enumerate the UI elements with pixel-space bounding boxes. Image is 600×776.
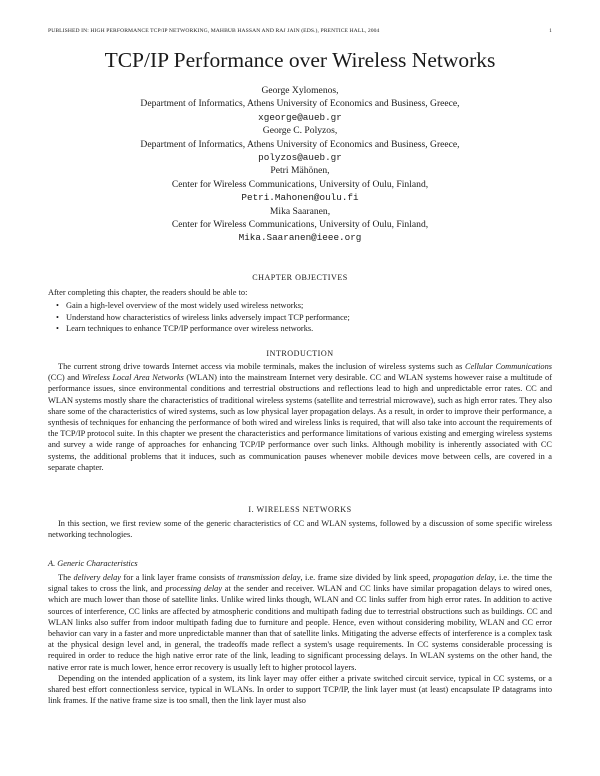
- objectives-intro: After completing this chapter, the readers should be able to:: [48, 288, 248, 297]
- bullet-icon: •: [56, 324, 59, 334]
- subsection-body: [48, 572, 552, 706]
- paragraph: Depending on the intended application of a system, its link layer may offer either a private switched circuit service, typical in CC systems, or a shared best effort connectionless service, typical in WLANs. In order to support TCP/IP, the link layer must (at least) encapsulate IP datagrams into link frames. If the native frame size is too small, then the link layer must also: [48, 673, 552, 706]
- author-name: Petri Mähönen,: [270, 165, 330, 177]
- running-header: [48, 28, 552, 38]
- section-body: [48, 518, 552, 540]
- author-affiliation: Center for Wireless Communications, University of Oulu, Finland,: [171, 219, 429, 231]
- objectives-heading: CHAPTER OBJECTIVES: [252, 273, 348, 282]
- objectives-list: [56, 300, 350, 335]
- author-block: [0, 84, 600, 245]
- author-name: George C. Polyzos,: [262, 125, 338, 137]
- page-number: 1: [549, 28, 552, 34]
- running-head: PUBLISHED IN: HIGH PERFORMANCE TCP/IP NETWORKING, MAHBUB HASSAN AND RAJ JAIN (EDS.), PRENTICE HALL, 2004: [48, 28, 380, 34]
- author-email: xgeorge@aueb.gr: [258, 111, 342, 123]
- author-email: Petri.Mahonen@oulu.fi: [241, 192, 359, 204]
- introduction-heading: INTRODUCTION: [266, 349, 334, 358]
- paragraph: The delivery delay for a link layer frame consists of transmission delay, i.e. frame size divided by link speed, propagation delay, i.e. the time the signal takes to cross the link, and processing delay at the sender and receiver. WLAN and CC links have similar propagation delays to wired ones, which are much lower than those of satellite links. Unlike wired links though, WLAN and CC links suffer from high error rates. In addition to active sources of interference, CC links are affected by atmospheric conditions and multipath fading due to terrestrial obstructions such as buildings. CC and WLAN links also suffer from indoor multipath fading due to furniture and people. Hence, even without considering mobility, WLAN and CC error behavior can vary in a faster and more unpredictable manner than that of satellite links. Mitigating the adverse effects of interference is a complex task at the physical design level and, in general, the tradeoffs made reflect a system's usage requirements. In CC systems considerable processing is required in order to reduce the high native error rate of the link, leading to significant processing delays. In WLAN systems on the other hand, the native error rate is much lower, hence error recovery is usually left to higher protocol layers.: [48, 573, 553, 672]
- subsection-heading: A. Generic Characteristics: [48, 559, 138, 568]
- bullet-icon: •: [56, 312, 59, 322]
- list-item: • Learn techniques to enhance TCP/IP performance over wireless networks.: [56, 324, 314, 334]
- author-email: Mika.Saaranen@ieee.org: [238, 232, 362, 244]
- author-affiliation: Department of Informatics, Athens University of Economics and Business, Greece,: [140, 98, 460, 110]
- paragraph: In this section, we first review some of the generic characteristics of CC and WLAN systems, followed by a discussion of some specific wireless networking technologies.: [48, 519, 552, 540]
- author-affiliation: Center for Wireless Communications, University of Oulu, Finland,: [171, 178, 429, 190]
- section-heading: I. WIRELESS NETWORKS: [248, 505, 352, 514]
- paragraph: The current strong drive towards Internet access via mobile terminals, makes the inclusion of wireless systems such as Cellular Communications (CC) and Wireless Local Area Networks (WLAN) into the mainstream Internet very desirable. CC and WLAN systems however raise a multitude of performance issues, since environmental conditions and terrestrial obstructions and reflections lead to high and unpredictable error rates. CC and WLAN systems mostly share the characteristics of traditional wireless systems (satellite and terrestrial microwave), such as high error rates. They also share some of the characteristics of wired systems, such as low physical layer propagation delays. As a result, in order to improve their performance, a synthesis of techniques for enhancing the performance of both wired and wireless links is required, that will also take into account the requirements of the TCP/IP protocol suite. In this chapter we present the characteristics and performance limitations of various existing and emerging wireless systems and survey a wide range of approaches for enhancing TCP/IP performance over such links. Although mobility is inherently associated with CC systems, the additional problems that it induces, such as communication pauses whenever mobile devices move between cells, are covered in a separate chapter.: [48, 362, 553, 472]
- introduction-body: [48, 361, 552, 473]
- bullet-icon: •: [56, 301, 59, 310]
- paper-title: TCP/IP Performance over Wireless Networks: [104, 48, 496, 72]
- author-email: polyzos@aueb.gr: [258, 152, 342, 164]
- list-item: • Gain a high-level overview of the most widely used wireless networks;: [56, 301, 304, 310]
- list-item: • Understand how characteristics of wireless links adversely impact TCP performance;: [56, 312, 350, 322]
- author-name: Mika Saaranen,: [269, 205, 331, 217]
- author-affiliation: Department of Informatics, Athens University of Economics and Business, Greece,: [140, 138, 460, 150]
- author-name: George Xylomenos,: [261, 85, 339, 96]
